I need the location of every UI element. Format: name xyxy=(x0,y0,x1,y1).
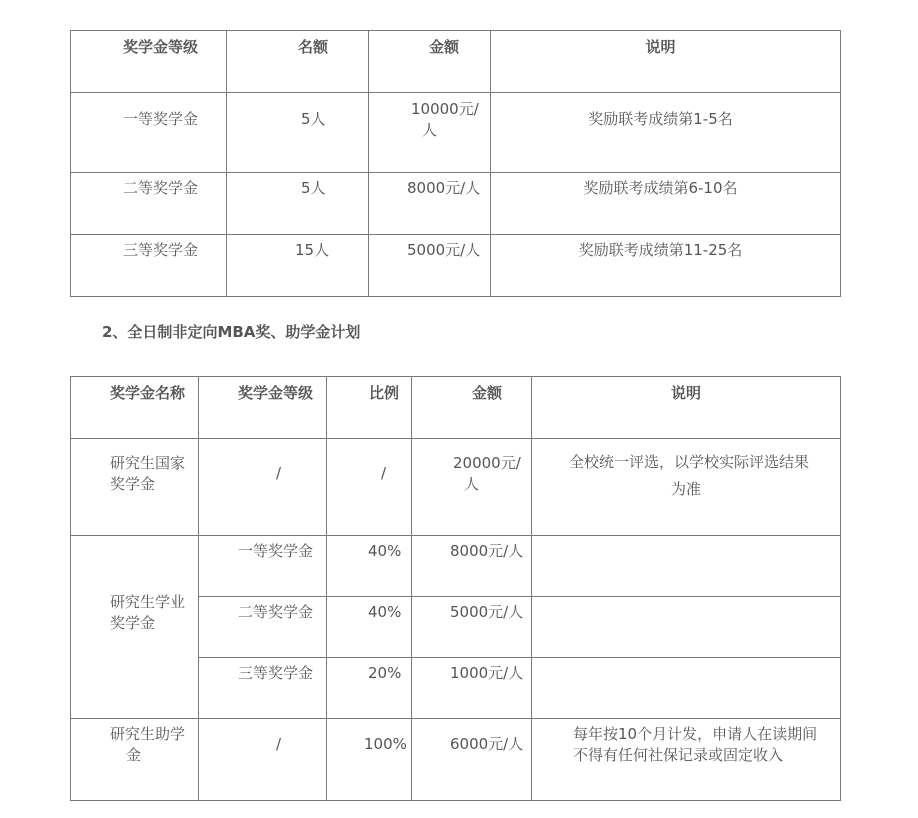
section-heading: 2、全日制非定向MBA奖、助学金计划 xyxy=(102,323,361,341)
level-cell: 一等奖学金 xyxy=(123,110,199,128)
amount-cell: 6000元/人 xyxy=(450,735,524,753)
note-cell: 每年按10个月计发，申请人在读期间 不得有任何社保记录或固定收入 xyxy=(573,725,818,764)
header-name: 奖学金名称 xyxy=(110,384,186,402)
header-note: 说明 xyxy=(645,38,676,56)
name-cell: 研究生助学 金 xyxy=(110,725,186,764)
table-row xyxy=(71,439,841,536)
note-cell xyxy=(532,658,841,719)
header-level: 奖学金等级 xyxy=(238,384,314,402)
header-level: 奖学金等级 xyxy=(123,38,199,56)
header-amount: 金额 xyxy=(472,384,503,402)
note-cell: 奖励联考成绩第1-5名 xyxy=(588,110,733,128)
table-header-row xyxy=(71,31,841,93)
name-cell: 研究生学业 奖学金 xyxy=(110,593,186,632)
header-cell xyxy=(369,31,491,93)
table-row xyxy=(71,173,841,235)
header-cell xyxy=(491,31,841,93)
header-note: 说明 xyxy=(670,384,701,402)
note-cell: 全校统一评选，以学校实际评选结果 为准 xyxy=(568,453,809,498)
level-cell: / xyxy=(276,464,282,482)
name-cell: 研究生国家 奖学金 xyxy=(110,454,186,493)
ratio-cell: 40% xyxy=(368,603,402,621)
quota-cell: 5人 xyxy=(301,179,326,197)
quota-cell: 15人 xyxy=(295,241,330,259)
note-cell xyxy=(532,597,841,658)
note-cell xyxy=(532,536,841,597)
level-cell: 三等奖学金 xyxy=(123,241,199,259)
note-cell: 奖励联考成绩第11-25名 xyxy=(578,241,743,259)
table-row xyxy=(71,536,841,597)
header-cell xyxy=(227,31,369,93)
ratio-cell: 100% xyxy=(364,735,407,753)
header-amount: 金额 xyxy=(429,38,460,56)
note-cell: 奖励联考成绩第6-10名 xyxy=(583,179,738,197)
header-quota: 名额 xyxy=(298,38,329,56)
ratio-cell: 20% xyxy=(368,664,402,682)
amount-cell: 5000元/人 xyxy=(450,603,524,621)
table-row xyxy=(71,93,841,173)
quota-cell: 5人 xyxy=(301,110,326,128)
level-cell: / xyxy=(276,735,282,753)
amount-cell: 20000元/ 人 xyxy=(453,454,521,493)
header-ratio: 比例 xyxy=(369,384,400,402)
table-header-row xyxy=(71,377,841,439)
level-cell: 三等奖学金 xyxy=(238,664,314,682)
amount-cell: 8000元/人 xyxy=(450,542,524,560)
scholarship-level-table xyxy=(70,30,841,297)
level-cell: 一等奖学金 xyxy=(238,542,314,560)
level-cell: 二等奖学金 xyxy=(238,603,314,621)
level-cell: 二等奖学金 xyxy=(123,179,199,197)
amount-cell: 5000元/人 xyxy=(407,241,481,259)
table-row xyxy=(71,235,841,297)
ratio-cell: 40% xyxy=(368,542,402,560)
amount-cell: 1000元/人 xyxy=(450,664,524,682)
amount-cell: 10000元/ 人 xyxy=(411,100,479,139)
ratio-cell: / xyxy=(381,464,387,482)
amount-cell: 8000元/人 xyxy=(407,179,481,197)
header-cell xyxy=(71,31,227,93)
table-row xyxy=(71,719,841,801)
mba-scholarship-table xyxy=(70,376,841,801)
